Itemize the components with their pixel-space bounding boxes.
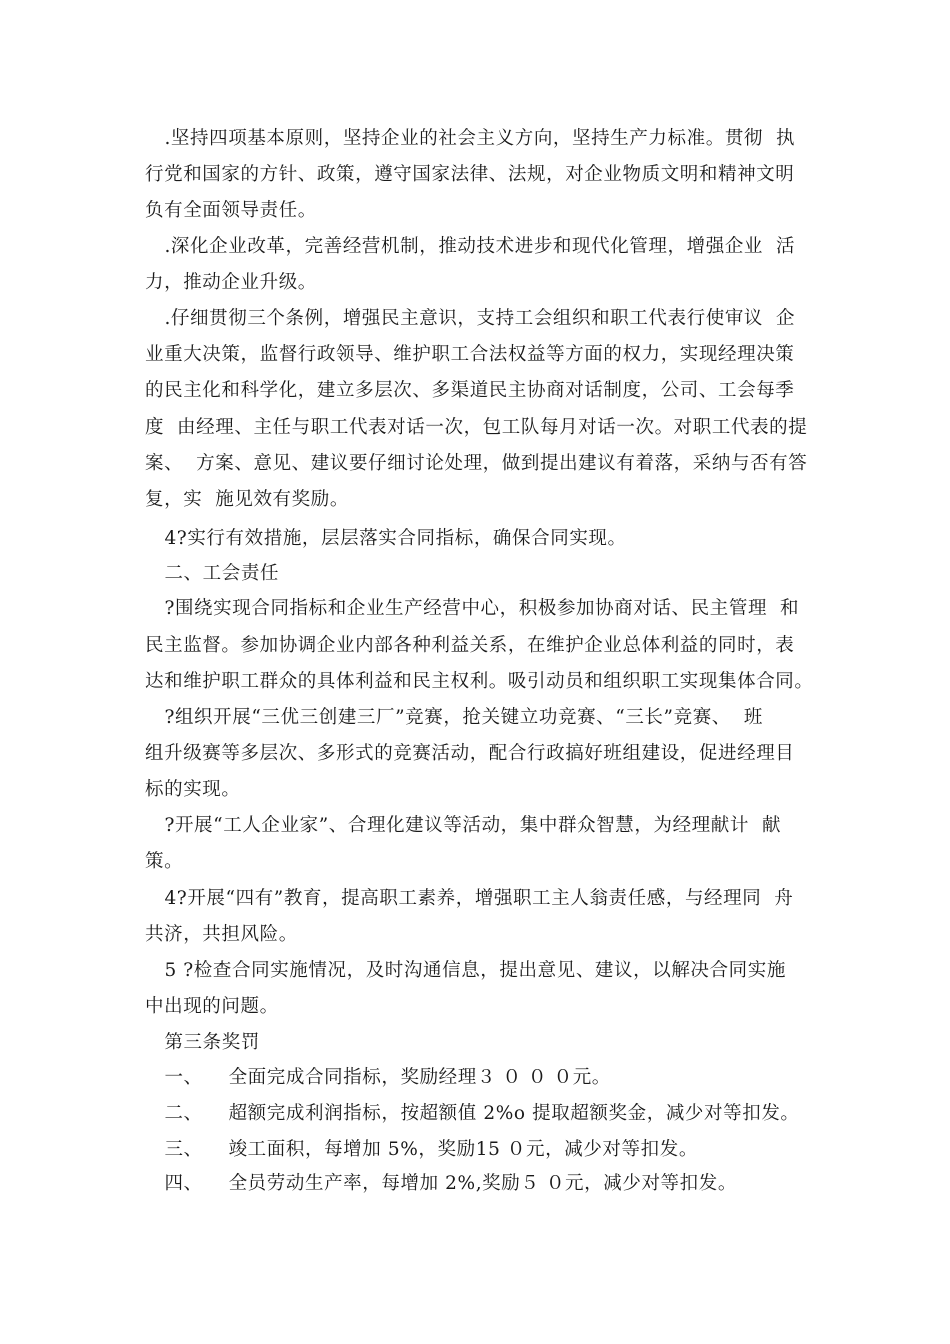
list-item: 四、 全员劳动生产率，每增加 2%,奖励５ ０元，减少对等扣发。	[145, 1173, 737, 1194]
section-heading: 二、工会责任	[145, 563, 280, 584]
text-line: 度 由经理、主任与职工代表对话一次，包工队每月对话一次。对职工代表的提	[145, 417, 808, 438]
text-line: 4?开展“四有”教育，提高职工素养，增强职工主人翁责任感，与经理同 舟	[145, 888, 794, 909]
text-line: 力，推动企业升级。	[145, 272, 317, 293]
text-line: 的民主化和科学化，建立多层次、多渠道民主协商对话制度，公司、工会每季	[145, 380, 795, 401]
text-line: 负有全面领导责任。	[145, 200, 317, 221]
text-line: 4?实行有效措施，层层落实合同指标，确保合同实现。	[145, 528, 627, 549]
text-line: ?围绕实现合同指标和企业生产经营中心，积极参加协商对话、民主管理 和	[145, 598, 800, 619]
text-line: 标的实现。	[145, 779, 241, 800]
list-item: 三、 竣工面积，每增加 5%，奖励15 ０元，减少对等扣发。	[145, 1139, 698, 1160]
text-line: 行党和国家的方针、政策，遵守国家法律、法规，对企业物质文明和精神文明	[145, 164, 795, 185]
text-line: 案、 方案、意见、建议要仔细讨论处理，做到提出建议有着落，采纳与否有答	[145, 453, 808, 474]
text-line: 组升级赛等多层次、多形式的竞赛活动，配合行政搞好班组建设，促进经理目	[145, 743, 795, 764]
text-line: 业重大决策，监督行政领导、维护职工合法权益等方面的权力，实现经理决策	[145, 344, 795, 365]
list-item: 一、 全面完成合同指标，奖励经理３ ０ ０ ０元。	[145, 1067, 611, 1088]
text-line: 中出现的问题。	[145, 996, 279, 1017]
text-line: .深化企业改革，完善经营机制，推动技术进步和现代化管理，增强企业 活	[145, 236, 796, 257]
text-line: .仔细贯彻三个条例，增强民主意识，支持工会组织和职工代表行使审议 企	[145, 308, 796, 329]
text-line: 复，实 施见效有奖励。	[145, 489, 349, 510]
text-line: ?组织开展“三优三创建三厂”竞赛，抢关键立功竞赛、“三长”竞赛、 班	[145, 707, 763, 728]
section-heading: 第三条奖罚	[145, 1032, 260, 1053]
text-line: 达和维护职工群众的具体利益和民主权利。吸引动员和组织职工实现集体合同。	[145, 671, 814, 692]
text-line: 策。	[145, 851, 184, 872]
text-line: 民主监督。参加协调企业内部各种利益关系，在维护企业总体利益的同时，表	[145, 635, 795, 656]
text-line: .坚持四项基本原则，坚持企业的社会主义方向，坚持生产力标准。贯彻 执	[145, 128, 796, 149]
text-line: 5 ?检查合同实施情况，及时沟通信息，提出意见、建议，以解决合同实施	[145, 960, 786, 981]
text-line: 共济，共担风险。	[145, 924, 298, 945]
list-item: 二、 超额完成利润指标，按超额值 2%o 提取超额奖金，减少对等扣发。	[145, 1103, 800, 1124]
text-line: ?开展“工人企业家”、合理化建议等活动，集中群众智慧，为经理献计 献	[145, 815, 782, 836]
